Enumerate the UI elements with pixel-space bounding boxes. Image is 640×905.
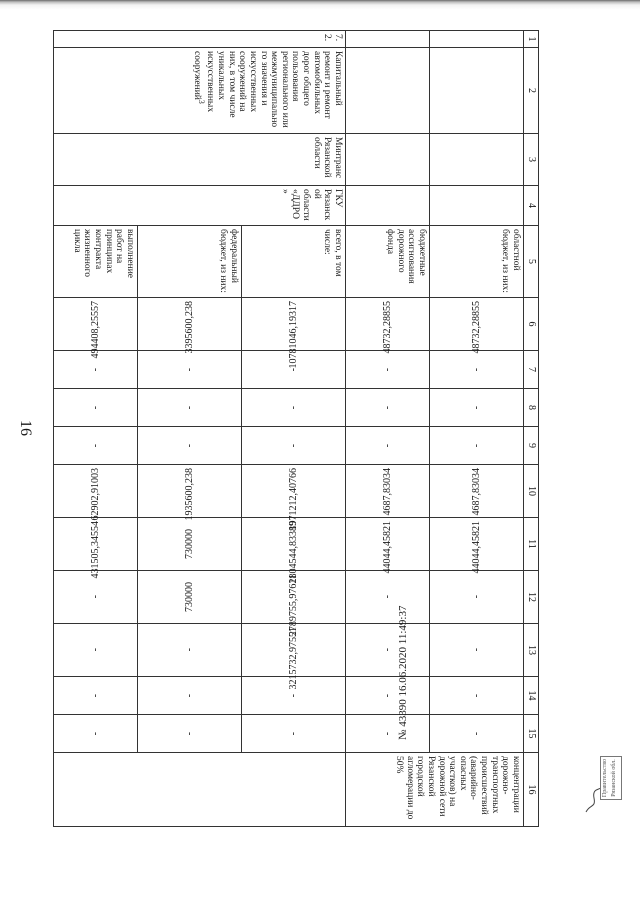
value-text: -	[382, 367, 394, 372]
value-text: 10781046,19317	[288, 301, 300, 369]
empty-cell	[430, 186, 524, 226]
value-text: -	[471, 405, 483, 410]
value-text: -	[90, 693, 102, 698]
value-text: 730000	[184, 582, 196, 612]
empty-cell	[430, 48, 524, 134]
measure-text: Капитальный ремонт и ремонт автомобильных дорог общего пользования регионального или межмуниципального значения и искусственных сооружений на них, в том числе уникальных искусственных сооружений	[191, 51, 343, 128]
row-number-cell: 7.2.	[54, 31, 346, 48]
empty-cell	[346, 48, 430, 134]
col-number: 6	[524, 298, 539, 351]
value-cell	[430, 624, 524, 677]
value-text: 494408,25557	[90, 301, 102, 359]
empty-cell	[430, 134, 524, 186]
value-text: 2789755,97611	[288, 574, 300, 637]
value-cell	[138, 298, 242, 354]
registration-stamp-text: № 43390 16.06.2020 11:49:37	[397, 605, 409, 740]
value-text: 44044,45821	[471, 521, 483, 574]
page-number: 16	[17, 420, 34, 436]
value-cell	[346, 571, 430, 624]
value-text: -	[382, 595, 394, 599]
value-text: 4687,83034	[471, 468, 483, 516]
col-number: 9	[524, 427, 539, 465]
value-cell	[138, 518, 242, 571]
budget-table	[53, 30, 539, 827]
value-text: -	[471, 595, 483, 599]
value-text: -	[288, 731, 300, 736]
value-text: -	[90, 648, 102, 652]
value-cell	[430, 677, 524, 715]
value-text: -	[382, 731, 394, 736]
value-text: -	[471, 731, 483, 736]
value-cell	[430, 298, 524, 354]
empty-cell	[430, 31, 524, 48]
value-cell	[346, 518, 430, 574]
value-text: 48732,28855	[382, 301, 394, 354]
funding-source-cell: бюджетные ассигнования дорожного фонда	[346, 226, 430, 298]
value-text: 44044,45821	[382, 521, 394, 574]
col-number: 8	[524, 389, 539, 427]
value-cell	[346, 427, 430, 465]
value-text: -	[184, 693, 196, 698]
value-cell	[138, 465, 242, 521]
value-text: -	[184, 405, 196, 410]
value-text: 431505,34554	[90, 521, 102, 579]
value-cell	[430, 715, 524, 753]
value-cell	[242, 298, 346, 369]
value-text: 3215732,97551	[288, 627, 300, 690]
value-cell	[346, 715, 430, 753]
value-text: -	[382, 405, 394, 410]
col-number: 10	[524, 465, 539, 518]
value-cell	[54, 298, 138, 359]
value-cell	[430, 518, 524, 574]
value-cell	[54, 427, 138, 465]
table-row-total	[242, 31, 346, 827]
value-text: -	[184, 367, 196, 372]
value-cell	[430, 427, 524, 465]
value-cell	[54, 465, 138, 521]
executor-cell: ГКУ Рязанской области «ДДРО»	[54, 186, 346, 226]
empty-cell	[346, 134, 430, 186]
value-text: 1935600,238	[184, 468, 196, 521]
value-cell	[54, 389, 138, 427]
value-cell	[138, 677, 242, 715]
col-number: 1	[524, 31, 539, 48]
value-cell	[242, 389, 346, 427]
value-cell	[346, 677, 430, 715]
value-cell	[430, 389, 524, 427]
value-cell	[54, 624, 138, 677]
table-row-regional-budget	[430, 31, 524, 827]
table-row-road-fund	[346, 31, 430, 827]
value-cell	[242, 427, 346, 465]
value-cell	[430, 571, 524, 624]
value-text: 4687,83034	[382, 468, 394, 516]
col-number: 14	[524, 677, 539, 715]
value-cell	[54, 677, 138, 715]
value-text: 1971212,40766	[288, 468, 300, 531]
note-cell-empty	[54, 753, 346, 827]
value-cell	[242, 571, 346, 637]
col-number: 3	[524, 134, 539, 186]
value-text: 62902,91003	[90, 468, 102, 521]
value-text: -	[90, 595, 102, 599]
value-text: -	[471, 648, 483, 652]
value-cell	[346, 465, 430, 518]
value-cell	[138, 389, 242, 427]
value-cell	[54, 518, 138, 579]
value-text: 2804544,83389	[288, 521, 300, 584]
value-cell	[138, 427, 242, 465]
value-cell	[138, 571, 242, 624]
value-cell	[242, 715, 346, 753]
value-text: -	[184, 648, 196, 652]
value-cell	[346, 624, 430, 677]
value-cell	[346, 389, 430, 427]
value-text: -	[184, 731, 196, 736]
value-text: -	[382, 648, 394, 652]
value-text: -	[90, 443, 102, 448]
value-text: -	[184, 443, 196, 448]
value-cell	[138, 351, 242, 389]
col-number: 16	[524, 753, 539, 827]
value-cell	[430, 465, 524, 518]
measure-cell	[54, 48, 346, 134]
value-text: -	[382, 443, 394, 448]
value-cell	[346, 351, 430, 389]
value-text: -	[288, 693, 300, 698]
value-text: -	[90, 731, 102, 736]
value-text: 3395600,238	[184, 301, 196, 354]
funding-source-cell: выполнение работ на принципах контракта жизненного цикла	[54, 226, 138, 298]
value-cell	[54, 715, 138, 753]
value-cell	[242, 518, 346, 584]
footnote-mark: 3	[196, 99, 206, 104]
funding-source-cell: всего, в том числе:	[242, 226, 346, 298]
value-cell	[430, 351, 524, 389]
value-text: -	[382, 693, 394, 698]
value-cell	[346, 298, 430, 354]
value-cell	[242, 465, 346, 531]
value-cell	[242, 624, 346, 690]
col-number: 11	[524, 518, 539, 571]
budget-table-rotated	[57, 30, 539, 826]
value-text: -	[471, 443, 483, 448]
funding-source-cell: федеральный бюджет, из них:	[138, 226, 242, 298]
empty-cell	[346, 31, 430, 48]
col-number: 12	[524, 571, 539, 624]
value-text: 48732,28855	[471, 301, 483, 354]
value-text: -	[288, 443, 300, 448]
value-text: -	[288, 405, 300, 410]
value-text: 730000	[184, 529, 196, 559]
col-number: 13	[524, 624, 539, 677]
scan-edge	[0, 0, 640, 10]
value-text: -	[471, 693, 483, 698]
col-number: 5	[524, 226, 539, 298]
value-text: -	[90, 367, 102, 372]
column-number-row	[524, 31, 539, 827]
col-number: 2	[524, 48, 539, 134]
value-text: -	[90, 405, 102, 410]
value-cell	[138, 715, 242, 753]
col-number: 4	[524, 186, 539, 226]
value-text: -	[471, 367, 483, 372]
note-cell: концентрации дорожно-транспортных происшествий (аварийно-опасных участков) на дорожной сети Рязанской городской агломерации до 50%	[346, 753, 524, 827]
col-number: 7	[524, 351, 539, 389]
value-cell	[138, 624, 242, 677]
col-number: 15	[524, 715, 539, 753]
responsible-cell: Минтранс Рязанской области	[54, 134, 346, 186]
value-text: -	[288, 367, 300, 372]
office-stamp: Правительство Рязанской обл.	[600, 756, 622, 800]
empty-cell	[346, 186, 430, 226]
funding-source-cell: областной бюджет, из них:	[430, 226, 524, 298]
